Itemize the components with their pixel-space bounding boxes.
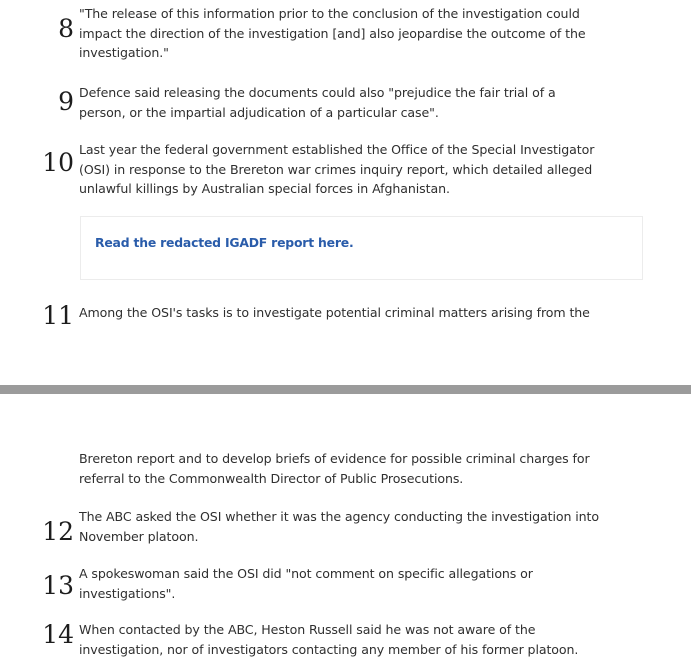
text-line: investigation, nor of investigators contacting any member of his former platoon. (79, 641, 579, 657)
report-link-callout (80, 216, 643, 280)
text-line: Among the OSI's tasks is to investigate potential criminal matters arising from the (79, 305, 590, 320)
text-line: investigations". (79, 585, 176, 601)
paragraph-number: 8 (58, 14, 74, 43)
document-page-bottom (0, 394, 691, 664)
paragraph-text (79, 303, 669, 323)
paragraph-text (79, 507, 669, 546)
paragraph-text (79, 620, 669, 659)
paragraph-text (79, 4, 669, 63)
paragraph-number: 12 (42, 517, 74, 546)
text-line: referral to the Commonwealth Director of Public Prosecutions. (79, 470, 464, 486)
text-line: person, or the impartial adjudication of a particular case". (79, 104, 439, 120)
paragraph-number: 14 (42, 620, 74, 649)
paragraph-number: 9 (58, 87, 74, 116)
text-line: impact the direction of the investigation [and] also jeopardise the outcome of the (79, 25, 586, 41)
paragraph-text (79, 564, 669, 603)
text-line: Last year the federal government established the Office of the Special Investigator (79, 142, 595, 157)
paragraph-text (79, 83, 669, 122)
text-line: "The release of this information prior to the conclusion of the investigation could (79, 6, 580, 21)
text-line: (OSI) in response to the Brereton war crimes inquiry report, which detailed alleged (79, 161, 593, 177)
text-line: unlawful killings by Australian special forces in Afghanistan. (79, 181, 450, 196)
text-line: The ABC asked the OSI whether it was the agency conducting the investigation into (79, 509, 599, 524)
text-line: Defence said releasing the documents could also "prejudice the fair trial of a (79, 85, 556, 100)
page-break-divider (0, 385, 691, 394)
text-line: Brereton report and to develop briefs of evidence for possible criminal charges for (79, 451, 590, 466)
paragraph-number: 11 (42, 301, 74, 330)
text-line: A spokeswoman said the OSI did "not comment on specific allegations or (79, 566, 533, 581)
text-line: investigation." (79, 45, 169, 60)
paragraph-text (79, 140, 669, 199)
igadf-report-link[interactable]: Read the redacted IGADF report here. (95, 235, 354, 250)
paragraph-number: 13 (42, 571, 74, 600)
paragraph-number: 10 (42, 148, 74, 177)
paragraph-text (79, 449, 669, 488)
text-line: When contacted by the ABC, Heston Russell said he was not aware of the (79, 622, 536, 637)
text-line: November platoon. (79, 528, 199, 544)
